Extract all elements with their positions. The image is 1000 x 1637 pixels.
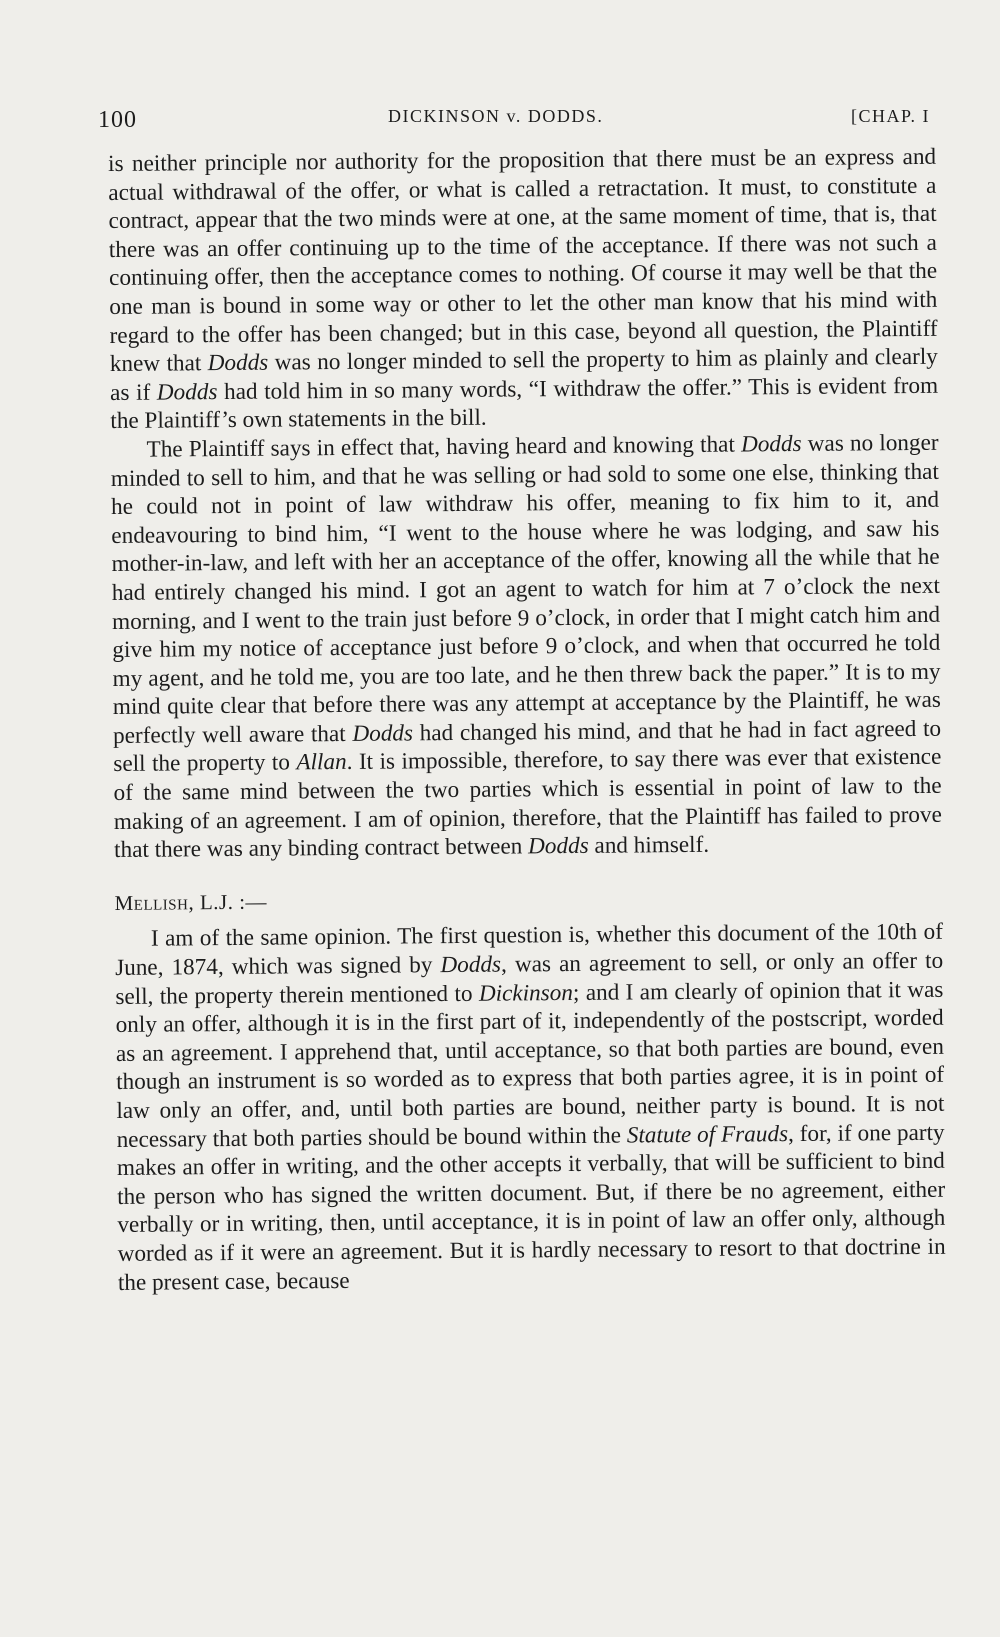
running-title: DICKINSON v. DODDS. bbox=[388, 106, 604, 126]
paragraph-mellish-opinion: I am of the same opinion. The first question is, whether this document of the 10th of June, 1874, which was signed by Dodds, was an agreement to sell, or only an offer to sell, the property therein mentioned to Dickinson; and I am clearly of opinion that it was only an offer, although it is in the first part of it, independently of the postscript, worded as an agreement. I apprehend that, until acceptance, so that both parties are bound, even though an instrument is so worded as to express that both parties agree, it is in point of law only an offer, and, until both parties are bound, neither party is bound. It is not necessary that both parties should be bound within the Statute of Frauds, for, if one party makes an offer in writing, and the other accepts it verbally, that will be sufficient to bind the person who has signed the written document. But, if there be no agreement, either verbally or in writing, then, until acceptance, it is in point of law an offer only, although worded as if it were an agreement. But it is hardly necessary to resort to that doctrine in the present case, because bbox=[115, 919, 946, 1296]
speaker-name: Mellish bbox=[114, 890, 189, 915]
italic-term: Dodds bbox=[156, 378, 218, 406]
page-body bbox=[108, 143, 946, 1297]
speaker-heading bbox=[114, 882, 942, 918]
italic-term: Allan bbox=[296, 749, 347, 776]
italic-term: Dodds bbox=[207, 349, 269, 377]
italic-term: Dodds bbox=[440, 951, 502, 979]
paragraph-plaintiff-statement: The Plaintiff says in effect that, having heard and knowing that Dodds was no longer minded to sell to him, and that he was selling or had sold to some one else, thinking that he could not in point of law withdraw his offer, meaning to fix him to it, and endeavouring to bind him, “I went to the house where he was lodging, and saw his mother-in-law, and left with her an acceptance of the offer, knowing all the while that he had entirely changed his mind. I got an agent to watch for him at 7 o’clock the next morning, and I went to the train just before 9 o’clock, in order that I might catch him and give him my notice of acceptance just before 9 o’clock, and when that occurred he told my agent, and he told me, you are too late, and he then threw back the paper.” It is to my mind quite clear that before there was any attempt at acceptance by the Plaintiff, he was perfectly well aware that Dodds had changed his mind, and that he had in fact agreed to sell the property to Allan. It is impossible, therefore, to say there was ever that existence of the same mind between the two parties which is essential in point of law to the making of an agreement. I am of opinion, therefore, that the Plaintiff has failed to prove that there was any binding contract between Dodds and himself. bbox=[110, 429, 942, 864]
italic-term: Dodds bbox=[740, 430, 802, 458]
italic-term: Statute of Frauds bbox=[626, 1120, 789, 1149]
chapter-label: [CHAP. I bbox=[850, 106, 930, 126]
italic-term: Dickinson bbox=[478, 979, 574, 1007]
speaker-suffix: , L.J. :— bbox=[188, 889, 268, 915]
italic-term: Dodds bbox=[527, 833, 589, 860]
page-header bbox=[98, 98, 930, 134]
page-number: 100 bbox=[98, 107, 137, 133]
italic-term: Dodds bbox=[352, 720, 414, 747]
paragraph-continuation: is neither principle nor authority for the proposition that there must be an express and actual withdrawal of the offer, or what is called a retractation. It must, to constitute a contract, appear that the two minds were at one, at the same moment of time, that is, that there was an offer continuing up to the time of the acceptance. If there was not such a continuing offer, then the acceptance comes to nothing. Of course it may well be that the one man is bound in some way or other to let the other man know that his mind with regard to the offer has been changed; but in this case, beyond all question, the Plaintiff knew that Dodds was no longer minded to sell the property to him as plainly and clearly as if Dodds had told him in so many words, “I withdraw the offer.” This is evident from the Plaintiff’s own statements in the bill. bbox=[108, 143, 939, 435]
